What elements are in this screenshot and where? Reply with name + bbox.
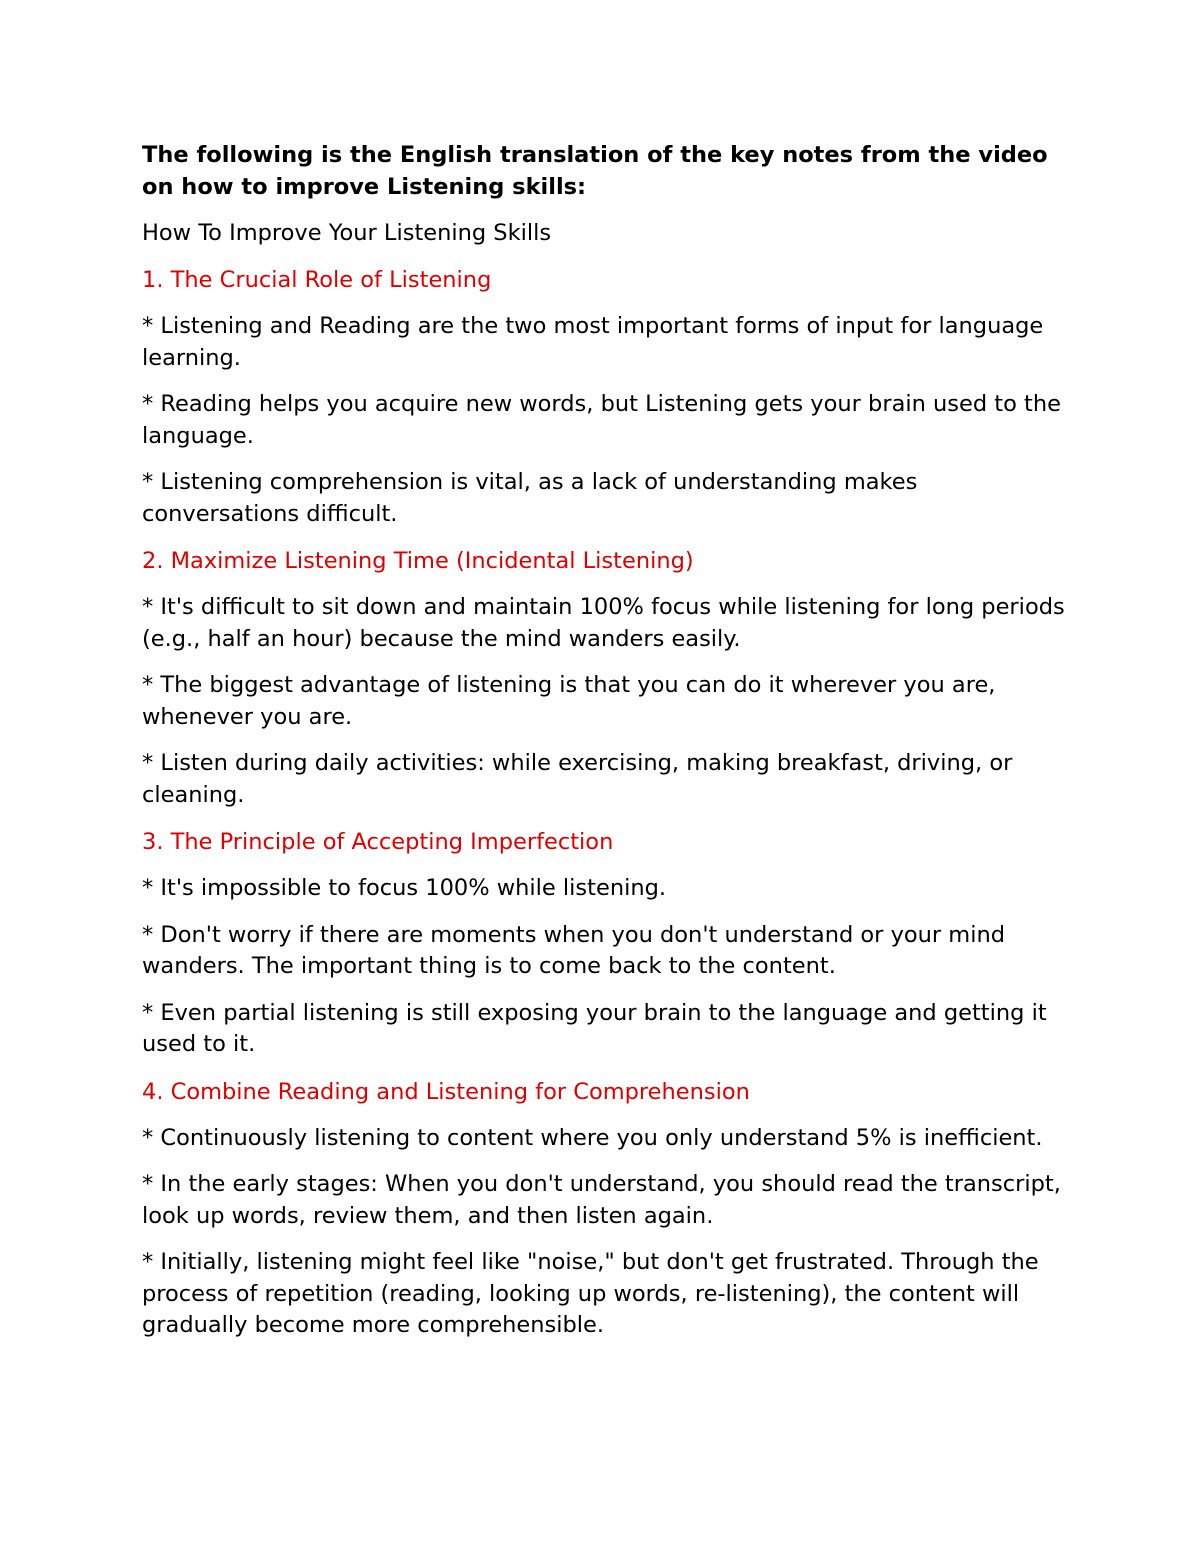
bullet-item: * The biggest advantage of listening is that you can do it wherever you are, whenever you are. — [142, 672, 996, 730]
intro-paragraph: The following is the English translation of the key notes from the video on how to improve Listening skills: — [142, 142, 1048, 200]
section-1 — [142, 264, 1072, 530]
bullet-item: * Listening and Reading are the two most important forms of input for language learning. — [142, 313, 1044, 371]
bullet-item: * Initially, listening might feel like "noise," but don't get frustrated. Through the process of repetition (reading, looking up words, re-listening), the content will gradually become more comprehensible. — [142, 1249, 1039, 1338]
bullet-item: * Listen during daily activities: while exercising, making breakfast, driving, or cleaning. — [142, 750, 1013, 808]
bullet-item: * It's impossible to focus 100% while listening. — [142, 875, 667, 901]
bullet-item: * Listening comprehension is vital, as a lack of understanding makes conversations difficult. — [142, 469, 918, 527]
bullet-item: * Don't worry if there are moments when you don't understand or your mind wanders. The important thing is to come back to the content. — [142, 921, 1006, 979]
section-heading: 2. Maximize Listening Time (Incidental Listening) — [142, 548, 694, 574]
section-heading: 3. The Principle of Accepting Imperfection — [142, 829, 614, 855]
section-heading: 1. The Crucial Role of Listening — [142, 267, 492, 293]
section-3 — [142, 826, 1072, 1061]
bullet-item: * Reading helps you acquire new words, but Listening gets your brain used to the language. — [142, 391, 1061, 449]
document-page — [142, 139, 1072, 1357]
section-2 — [142, 545, 1072, 811]
document-subtitle: How To Improve Your Listening Skills — [142, 220, 552, 246]
bullet-item: * In the early stages: When you don't understand, you should read the transcript, look up words, review them, and then listen again. — [142, 1171, 1061, 1229]
bullet-item: * It's difficult to sit down and maintain 100% focus while listening for long periods (e.g., half an hour) because the mind wanders easily. — [142, 594, 1065, 652]
section-4 — [142, 1076, 1072, 1342]
section-heading: 4. Combine Reading and Listening for Comprehension — [142, 1078, 750, 1105]
bullet-item: * Continuously listening to content where you only understand 5% is inefficient. — [142, 1124, 1043, 1151]
bullet-item: * Even partial listening is still exposing your brain to the language and getting it used to it. — [142, 999, 1047, 1057]
